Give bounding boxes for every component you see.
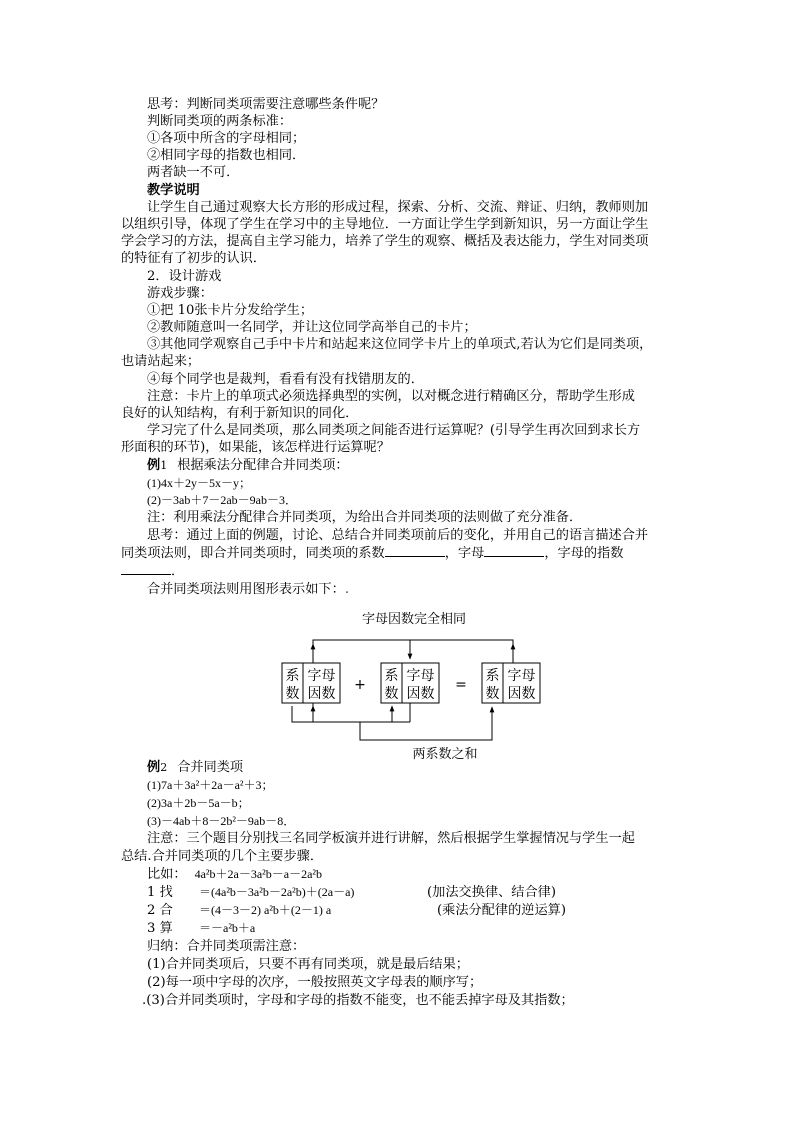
game-step-3: ③其他同学观察自己手中卡片和站起来这位同学卡片上的单项式,若认为它们是同类项， (147, 337, 653, 352)
summary-item-2: (2)每一项中字母的次序，一般按照英文字母表的顺序写； (147, 975, 483, 990)
example-1-problem-1: (1)4x＋2y－5x－y； (147, 476, 251, 490)
example-title: 根据乘法分配律合并同类项： (177, 458, 349, 473)
example-2-problem-1: (1)7a＋3a²＋2a－a²＋3； (147, 778, 274, 792)
teaching-note-line: 的特征有了初步的认识． (121, 251, 267, 266)
fill-in-text: ． (171, 564, 185, 579)
teaching-note-heading: 教学说明 (147, 183, 200, 198)
step-label: 3 算 (147, 921, 173, 936)
sum-bracket (360, 707, 492, 740)
example-expression-label: 比如： (147, 867, 187, 882)
example-title: 合并同类项 (177, 760, 244, 775)
coefficient-label: 数 (384, 686, 399, 702)
step-1 (147, 884, 556, 901)
summary-item-1: (1)合并同类项后，只要不再有同类项，就是最后结果； (147, 957, 469, 972)
stray-dot: . (344, 582, 350, 597)
game-step-2: ②教师随意叫一名同学，并让这位同学高举自己的卡片； (147, 320, 477, 335)
fill-in-line (121, 545, 623, 562)
letter-factor-label: 字母 (507, 668, 536, 684)
example-number: 1 (160, 459, 168, 472)
game-question-cont: 形面积的环节)，如果能，该怎样进行运算呢？ (121, 440, 390, 455)
game-step-3-cont: 也请站起来； (121, 354, 201, 369)
coefficient-label: 数 (485, 686, 500, 702)
step-label: 1 找 (147, 885, 173, 900)
standard-2: ②相同字母的指数也相同． (147, 148, 306, 163)
answer-blank[interactable] (385, 545, 445, 557)
step-expression: ＝(4a²b－3a²b－2a²b)＋(2a－a) (199, 885, 355, 899)
teaching-note-line: 让学生自己通过观察大长方形的形成过程，探索、分析、交流、辩证、归纳，教师则加 (147, 200, 649, 215)
equals-sign: = (455, 677, 467, 693)
letter-factor-label: 因数 (507, 686, 536, 702)
fill-in-text: ，字母的指数 (544, 546, 624, 561)
example-1-problem-2: (2)－3ab＋7－2ab－9ab－3． (147, 493, 297, 507)
example-1-note: 注：利用乘法分配律合并同类项，为给出合并同类项的法则做了充分准备． (147, 510, 583, 525)
both-required: 两者缺一不可． (147, 165, 240, 180)
combine-like-terms-diagram (270, 598, 570, 766)
bottom-label: 两系数之和 (412, 747, 478, 762)
step-2 (147, 902, 566, 919)
plus-sign: + (354, 677, 366, 693)
game-note: 注意：卡片上的单项式必须选择典型的实例，以对概念进行精确区分，帮助学生形成 (147, 389, 635, 404)
standard-1: ①各项中所含的字母相同； (147, 131, 306, 146)
game-steps-label: 游戏步骤： (147, 286, 213, 301)
step-note: (乘法分配律的逆运算) (437, 903, 566, 918)
game-note-cont: 良好的认知结构，有利于新知识的同化． (121, 406, 359, 421)
example-label: 例 (147, 760, 161, 775)
game-title: 2．设计游戏 (147, 269, 222, 284)
think-prompt: 思考：通过上面的例题，讨论、总结合并同类项前后的变化，并用自己的语言描述合并 (147, 528, 649, 543)
answer-blank[interactable] (121, 563, 171, 575)
example-number: 2 (160, 761, 168, 774)
step-label: 2 合 (147, 903, 173, 918)
fill-in-line-end (121, 563, 184, 580)
step-expression: ＝(4－3－2) a²b＋(2－1) a (199, 903, 332, 917)
think-question: 思考：判断同类项需要注意哪些条件呢？ (147, 97, 385, 112)
game-step-1: ①把 10张卡片分发给学生； (147, 303, 314, 318)
step-3 (147, 920, 255, 937)
letter-factor-label: 字母 (406, 668, 435, 684)
example-1-heading (147, 457, 349, 474)
letter-factor-label: 因数 (307, 686, 336, 702)
diagram-intro (147, 581, 349, 598)
game-step-4: ④每个同学也是裁判，看看有没有找错朋友的． (147, 372, 424, 387)
example-expression (147, 866, 322, 883)
summary-item-3 (142, 992, 574, 1009)
top-label: 字母因数完全相同 (361, 612, 467, 627)
game-question: 学习完了什么是同类项，那么同类项之间能否进行运算呢？(引导学生再次回到求长方 (147, 423, 641, 438)
example-2-problem-2: (2)3a＋2b－5a－b； (147, 796, 250, 810)
letter-factor-label: 字母 (307, 668, 336, 684)
fill-in-text: 同类项法则，即合并同类项时，同类项的系数 (121, 546, 385, 561)
teaching-note-line: 以组织引导，体现了学生在学习中的主导地位．一方面让学生学到新知识，另一方面让学生 (121, 217, 649, 232)
teaching-note-line: 学会学习的方法，提高自主学习能力，培养了学生的观察、概括及表达能力，学生对同类项 (121, 234, 649, 249)
step-note: (加法交换律、结合律) (427, 885, 556, 900)
stray-dot: . (142, 993, 147, 1008)
answer-blank[interactable] (484, 545, 544, 557)
coefficient-label: 数 (285, 686, 300, 702)
example-expression-text: 4a²b＋2a－3a²b－a－2a²b (194, 867, 322, 881)
coefficient-label: 系 (384, 668, 399, 684)
coefficient-label: 系 (285, 668, 300, 684)
summary-item-3-text: (3)合并同类项时，字母和字母的指数不能变，也不能丢掉字母及其指数； (146, 993, 574, 1008)
fill-in-text: ，字母 (444, 546, 485, 561)
summary-heading: 归纳：合并同类项需注意： (147, 939, 306, 954)
example-2-problem-3: (3)－4ab＋8－2b²－9ab－8． (147, 814, 296, 828)
example-label: 例 (147, 458, 161, 473)
letter-factor-label: 因数 (406, 686, 435, 702)
step-expression: ＝－a²b＋a (199, 921, 256, 935)
diagram-intro-text: 合并同类项法则用图形表示如下： (147, 582, 345, 597)
coefficient-label: 系 (485, 668, 500, 684)
top-bracket-line (313, 640, 513, 663)
example-2-heading (147, 759, 243, 776)
example-2-note: 注意：三个题目分别找三名同学板演并进行讲解，然后根据学生掌握情况与学生一起 (147, 831, 635, 846)
example-2-note-cont: 总结.合并同类项的几个主要步骤． (121, 849, 324, 864)
two-standards-label: 判断同类项的两条标准： (147, 114, 293, 129)
